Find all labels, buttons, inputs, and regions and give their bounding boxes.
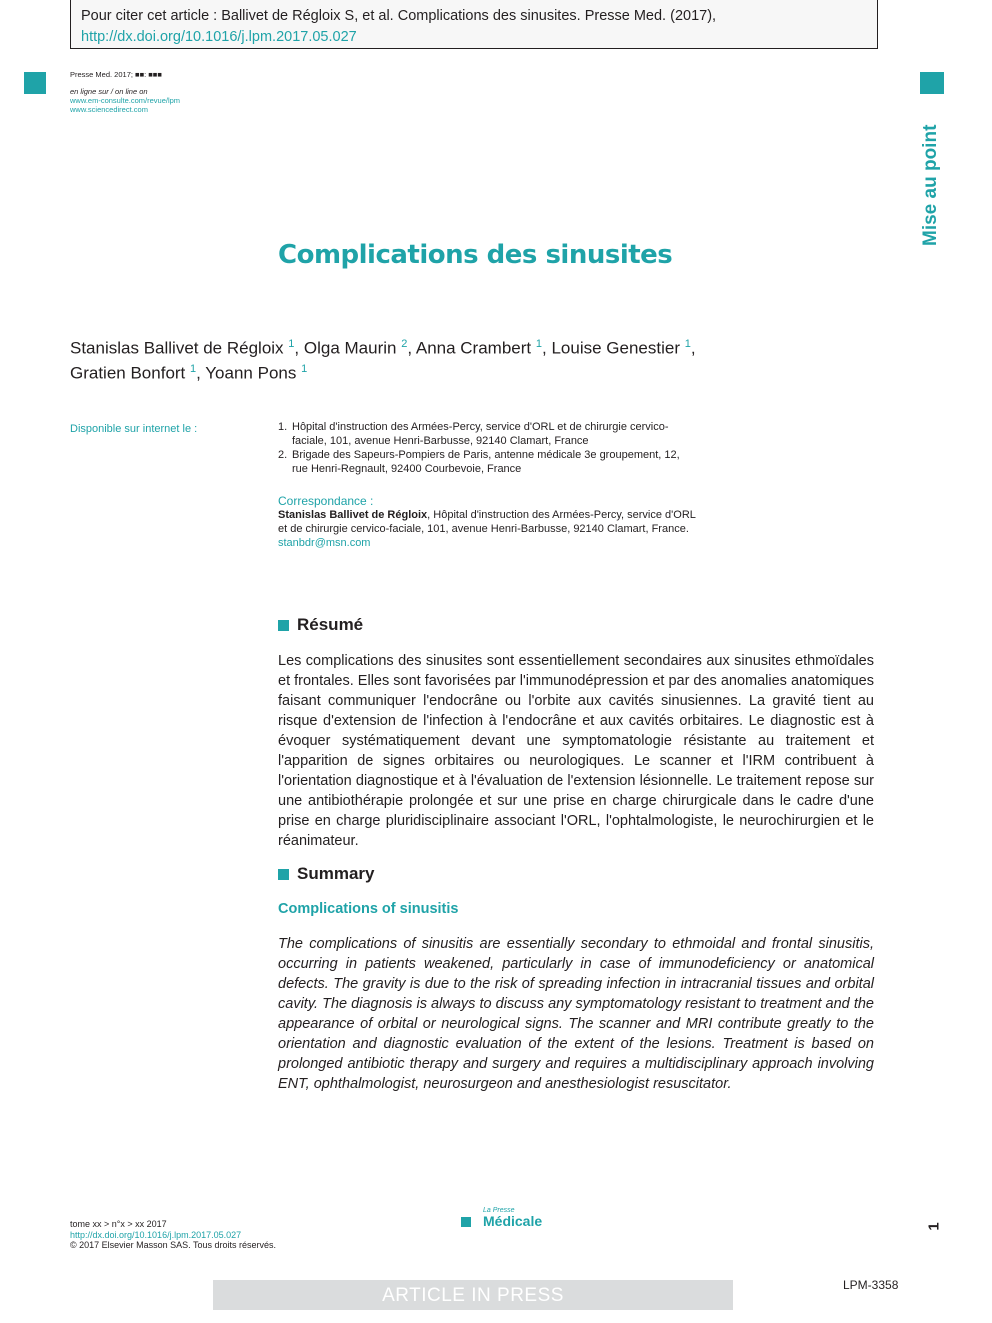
- footer-copyright: © 2017 Elsevier Masson SAS. Tous droits réservés.: [70, 1240, 277, 1250]
- correspondence-address: [278, 508, 698, 536]
- affiliation-item: [278, 420, 698, 448]
- author: Stanislas Ballivet de Régloix: [70, 338, 284, 358]
- footer-tome: tome xx > n°x > xx 2017: [70, 1219, 167, 1229]
- logo-big-text: Médicale: [483, 1213, 543, 1229]
- article-title: Complications des sinusites: [278, 240, 673, 270]
- author-affiliation: 1: [535, 338, 542, 350]
- journal-header: [70, 70, 270, 114]
- affiliation-item: [278, 448, 698, 476]
- correspondence: [278, 494, 698, 550]
- footer-doi[interactable]: http://dx.doi.org/10.1016/j.lpm.2017.05.027: [70, 1229, 242, 1240]
- correspondence-address-text: , Hôpital d'instruction des Armées-Percy, service d'ORL et de chirurgie cervico-faciale, 101, avenue Henri-Barbusse, 92140 Clamart, France.: [278, 509, 696, 535]
- author-affiliation: 1: [288, 338, 295, 350]
- correspondence-label: Correspondance :: [278, 494, 374, 508]
- affiliation-number: 1.: [278, 421, 288, 433]
- journal-ref: Presse Med. 2017; ■■: ■■■: [70, 70, 162, 79]
- online-label: en ligne sur / on line on: [70, 87, 148, 96]
- url-em-consulte[interactable]: www.em-consulte.com/revue/lpm: [70, 96, 181, 105]
- correspondence-name: Stanislas Ballivet de Régloix: [278, 509, 428, 521]
- affiliations: [278, 420, 698, 476]
- resume-heading-text: Résumé: [297, 615, 364, 634]
- author: Louise Genestier: [551, 338, 680, 358]
- author-affiliation: 1: [190, 362, 197, 375]
- available-label: Disponible sur internet le :: [70, 423, 198, 435]
- author-affiliation: 1: [684, 338, 691, 350]
- url-sciencedirect[interactable]: www.sciencedirect.com: [70, 105, 148, 114]
- author: Yoann Pons: [205, 363, 297, 383]
- resume-text: Les complications des sinusites sont essentiellement secondaires aux sinusites ethmoïdales et frontales. Elles sont favorisées par l'immunodépression et par des anomalies anatomiques faisant communiquer l'endocrâne ou l'orbite aux cavités sinusiennes. La gravité tient au risque d'extension de l'infection à l'endocrâne et aux cavités orbitaires. Le diagnostic est à évoquer systématiquement devant une symptomatologie résistante au traitement et l'apparition de signes orbitaires ou neurologiques. Le scanner et l'IRM contribuent à l'orientation diagnostique et à l'évaluation de l'extension lésionnelle. Le traitement repose sur une antibiothérapie prolongée et sur une prise en charge chirurgicale dans le cadre d'une prise en charge pluridisciplinaire associant l'ORL, l'ophtalmologiste, le neurochirurgien et le réanimateur.: [278, 653, 874, 849]
- summary-subtitle: Complications of sinusitis: [278, 901, 459, 917]
- footer-info: [70, 1219, 370, 1251]
- author: Olga Maurin: [303, 338, 397, 358]
- summary-heading-text: Summary: [297, 864, 375, 883]
- heading-bullet: [278, 620, 289, 631]
- author-list: Stanislas Ballivet de Régloix $^1$, Olga Maurin $^2$, Anna Crambert $^1$, Louise Genestier $^1$, Gratien Bonfort $^1$, Yoann Pons $^1$: [70, 338, 696, 383]
- logo-small-text: La Presse: [483, 1207, 515, 1214]
- citation-text: Pour citer cet article : Ballivet de Régloix S, et al. Complications des sinusites. Presse Med. (2017),: [81, 8, 717, 24]
- author-affiliation: 1: [301, 362, 308, 375]
- affiliation-text: Hôpital d'instruction des Armées-Percy, service d'ORL et de chirurgie cervico-faciale, 101, avenue Henri-Barbusse, 92140 Clamart, France: [292, 421, 669, 447]
- article-in-press-banner: ARTICLE IN PRESS: [213, 1280, 733, 1310]
- journal-logo: [461, 1207, 571, 1233]
- logo-square: [461, 1217, 471, 1227]
- author: Gratien Bonfort: [70, 363, 186, 383]
- author: Anna Crambert: [415, 338, 532, 358]
- author-affiliation: 2: [401, 338, 408, 350]
- correspondence-email[interactable]: stanbdr@msn.com: [278, 537, 371, 549]
- resume-heading: [278, 615, 363, 635]
- side-label: [898, 118, 968, 248]
- article-code: LPM-3358: [843, 1278, 899, 1292]
- summary-text: The complications of sinusitis are essentially secondary to ethmoidal and frontal sinusitis, occurring in patients weakened, particularly in case of immunodeficiency or anatomical defects. The gravity is due to the risk of spreading infection in intracranial tissues and orbital cavity. The diagnosis is always to discuss any symptomatology resistant to treatment and the appearance of orbital or neurological signs. The scanner and MRI contribute greatly to the orientation and diagnostic evaluation of the extent of the lesions. Treatment is based on prolonged antibiotic therapy and surgery and requires a multidisciplinary approach involving ENT, ophthalmologist, neurosurgeon and anesthesiologist resuscitator.: [278, 936, 874, 1092]
- heading-bullet: [278, 869, 289, 880]
- page-number: 1: [925, 1222, 943, 1231]
- left-corner-square: [24, 72, 46, 94]
- right-corner-square: [920, 72, 944, 94]
- citation-doi-link[interactable]: http://dx.doi.org/10.1016/j.lpm.2017.05.027: [81, 29, 357, 45]
- citation-box: [70, 0, 878, 49]
- affiliation-text: Brigade des Sapeurs-Pompiers de Paris, antenne médicale 3e groupement, 12, rue Henri-Regnault, 92400 Courbevoie, France: [292, 449, 680, 475]
- summary-heading: [278, 864, 374, 884]
- side-label-text: Mise au point: [920, 124, 941, 246]
- affiliation-number: 2.: [278, 449, 288, 461]
